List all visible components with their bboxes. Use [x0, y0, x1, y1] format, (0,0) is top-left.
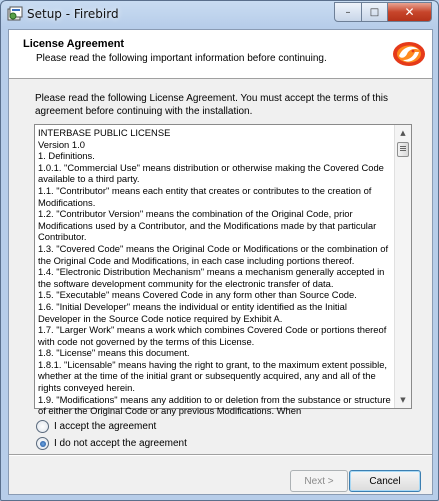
accept-label[interactable]: I accept the agreement: [54, 421, 157, 432]
minimize-button[interactable]: [334, 2, 362, 22]
license-text: INTERBASE PUBLIC LICENSE Version 1.0 1. Definitions. 1.0.1. "Commercial Use" means distribution or otherwise making the Covered Code available to a third party. 1.1. "Contributor" means each entity that creates or contributes to the creation of Modifications. 1.2. "Contributor Version" means the combination of the Original Code, prior Modifications used by a Contributor, and the Modifications made by that particular Contributor. 1.3. "Covered Code" means the Original Code or Modifications or the combination of the Original Code and Modifications, in each case including portions thereof. 1.4. "Electronic Distribution Mechanism" means a mechanism generally accepted in the software development community for the electronic transfer of data. 1.5. "Executable" means Covered Code in any form other than Source Code. 1.6. "Initial Developer" means the individual or entity identified as the Initial Developer in the Source Code notice required by Exhibit A. 1.7. "Larger Work" means a work which combines Covered Code or portions thereof with code not governed by the terms of this License. 1.8. "License" means this document. 1.8.1. "Licensable" means having the right to grant, to the maximum extent possible, whether at the time of the initial grant or subsequently acquired, any and all of the rights conveyed herein. 1.9. "Modifications" means any addition to or deletion from the substance or structure of either the Original Code or any previous Modifications. When: [38, 127, 391, 417]
footer-separator: [9, 454, 432, 456]
maximize-button[interactable]: [362, 2, 388, 22]
accept-radio[interactable]: [36, 420, 49, 433]
page-subtitle: Please read the following important information before continuing.: [36, 53, 327, 64]
title-bar[interactable]: [1, 1, 438, 28]
decline-radio-option[interactable]: [36, 437, 187, 450]
decline-radio[interactable]: [36, 437, 49, 450]
scroll-down-arrow-icon[interactable]: ▼: [400, 396, 406, 404]
wizard-header: [9, 30, 432, 79]
license-text-box[interactable]: [34, 124, 412, 417]
close-button[interactable]: [388, 2, 432, 22]
instructions-text: Please read the following License Agreement. You must accept the terms of this agreement before continuing with the installation.: [35, 93, 388, 117]
setup-app-icon: [7, 6, 23, 22]
cancel-button[interactable]: Cancel: [349, 470, 421, 492]
scroll-thumb[interactable]: [397, 142, 409, 157]
decline-label[interactable]: I do not accept the agreement: [54, 438, 187, 449]
close-icon: ✕: [404, 5, 415, 19]
license-scrollbar[interactable]: [394, 125, 411, 408]
wizard-client-area: [8, 29, 433, 495]
page-title: License Agreement: [23, 38, 125, 50]
scroll-up-arrow-icon[interactable]: ▲: [400, 129, 406, 137]
window-title: Setup - Firebird: [27, 7, 119, 21]
firebird-logo-icon: [391, 38, 427, 68]
accept-radio-option[interactable]: [36, 420, 156, 433]
next-button[interactable]: Next >: [290, 470, 348, 492]
minimize-icon: –: [345, 6, 351, 18]
maximize-icon: □: [369, 6, 380, 18]
